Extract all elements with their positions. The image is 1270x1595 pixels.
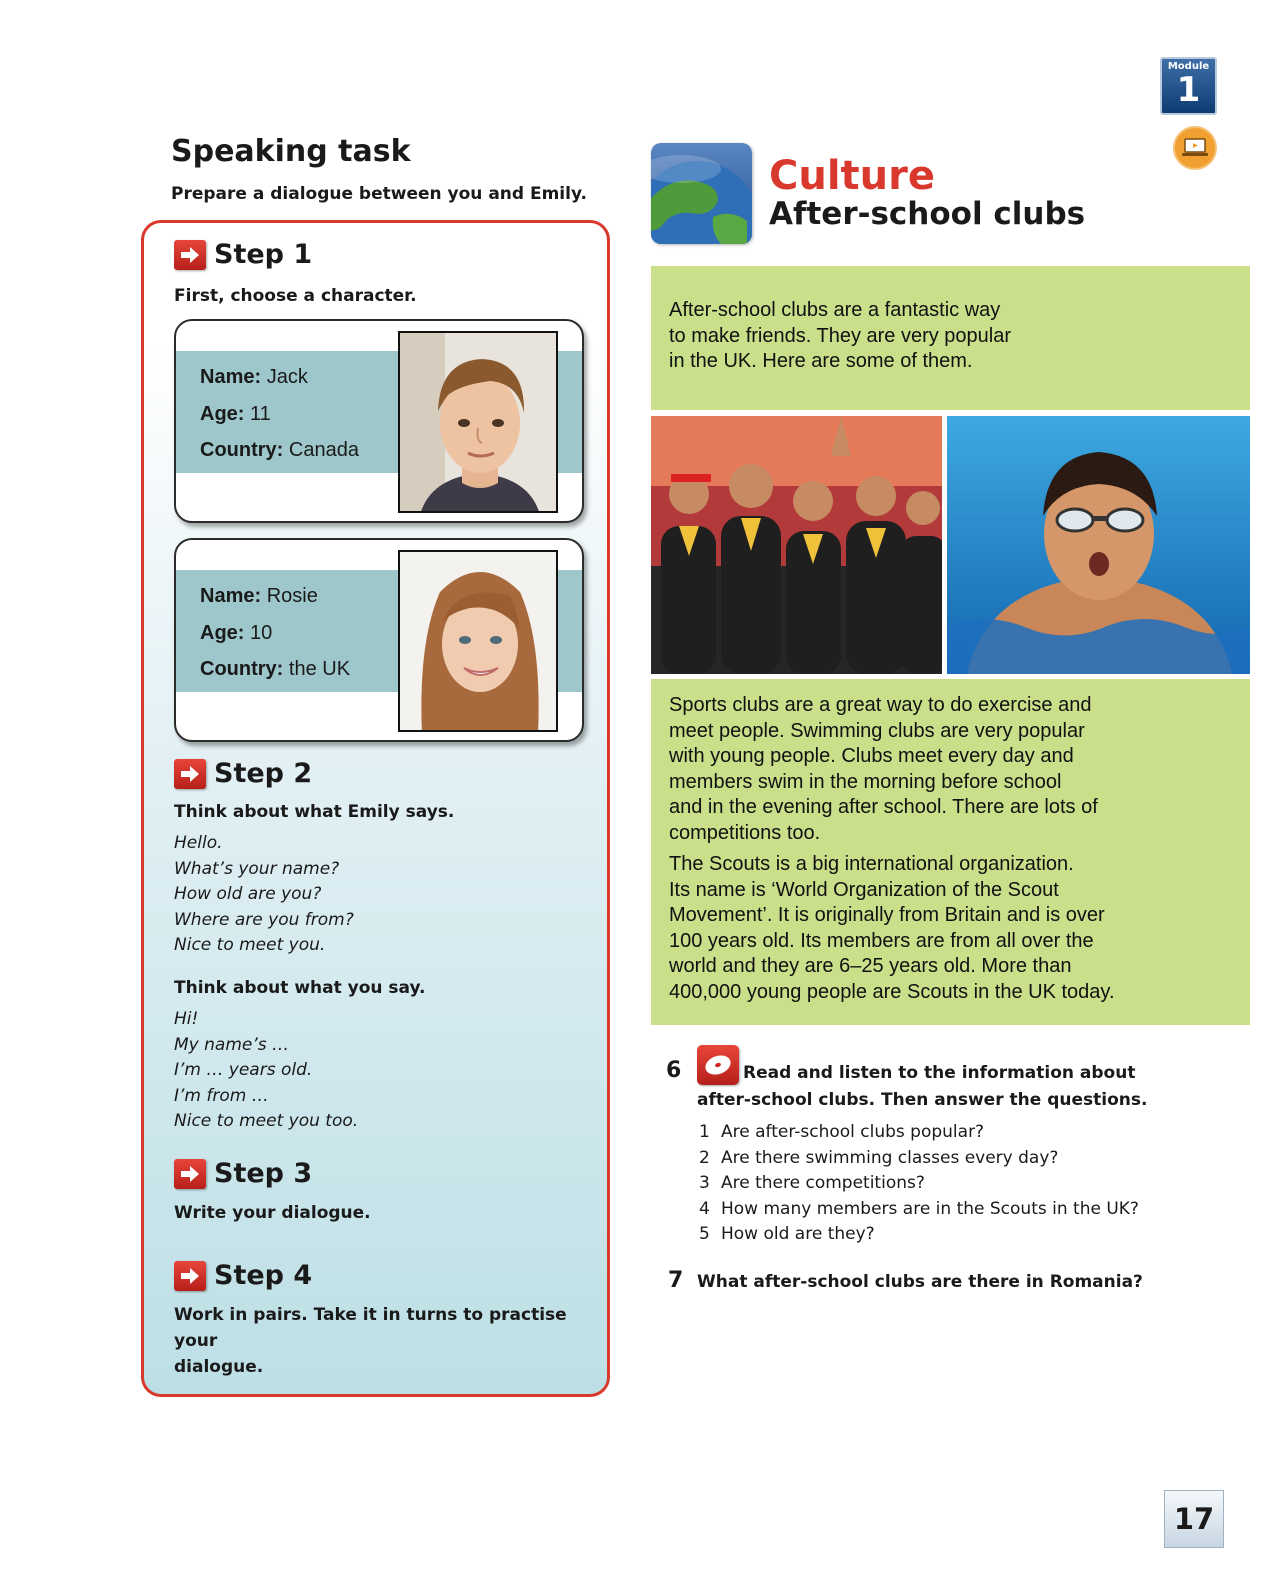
swimmer-photo <box>947 416 1250 674</box>
arrow-right-icon <box>174 1159 206 1189</box>
step-4-title: Step 4 <box>214 1260 313 1291</box>
arrow-right-icon <box>174 240 206 270</box>
question-number: 5 <box>699 1224 710 1244</box>
module-label: Module <box>1167 61 1210 72</box>
step-4-text <box>174 1302 607 1380</box>
character-info <box>200 359 359 469</box>
dialogue-line: Hello. <box>174 833 223 853</box>
speaking-subtitle: Prepare a dialogue between you and Emily. <box>171 184 587 204</box>
exercise-6-number: 6 <box>666 1058 682 1083</box>
age-label: Age: <box>200 621 245 644</box>
para-line: The Scouts is a big international organization. <box>669 853 1074 875</box>
para-line: world and they are 6–25 years old. More than <box>669 955 1072 977</box>
cd-icon[interactable] <box>697 1045 739 1085</box>
para-line: and in the evening after school. There are lots of <box>669 796 1098 818</box>
question-item <box>699 1222 1139 1248</box>
step-3-title: Step 3 <box>214 1158 313 1189</box>
dialogue-line: Where are you from? <box>174 909 354 930</box>
para-line: Its name is ‘World Organization of the Scout <box>669 878 1059 901</box>
step-2-header <box>174 758 312 789</box>
question-text: Are there swimming classes every day? <box>721 1147 1059 1168</box>
question-text: How many members are in the Scouts in the UK? <box>721 1198 1139 1219</box>
age-value: 11 <box>250 402 271 425</box>
age-value: 10 <box>250 621 273 644</box>
para-line: Sports clubs are a great way to do exercise and <box>669 694 1092 716</box>
para-line: members swim in the morning before school <box>669 770 1062 793</box>
para-line: meet people. Swimming clubs are very popular <box>669 719 1085 742</box>
question-item <box>699 1120 1139 1146</box>
step-4-line: dialogue. <box>174 1357 264 1377</box>
intro-line: in the UK. Here are some of them. <box>669 350 973 372</box>
paragraph-scouts <box>669 852 1232 1005</box>
question-text: How old are they? <box>721 1224 875 1244</box>
age-label: Age: <box>200 402 245 425</box>
country-value: the UK <box>288 658 351 680</box>
question-text: Are after-school clubs popular? <box>721 1122 985 1142</box>
step-1-header <box>174 239 312 270</box>
question-number: 2 <box>699 1147 710 1168</box>
module-number: 1 <box>1176 70 1201 110</box>
scouts-photo <box>651 416 942 674</box>
steps-panel <box>141 220 610 1397</box>
exercise-6-line1: Read and listen to the information about <box>743 1063 1136 1083</box>
page-number: 17 <box>1164 1490 1224 1548</box>
step-1-text: First, choose a character. <box>174 286 417 306</box>
character-card-jack[interactable] <box>174 319 584 523</box>
culture-title: Culture <box>769 153 935 199</box>
intro-line: to make friends. They are very popular <box>669 324 1012 347</box>
laptop-icon[interactable] <box>1173 126 1217 170</box>
culture-subtitle: After-school clubs <box>769 196 1086 232</box>
globe-icon <box>651 143 752 244</box>
question-number: 1 <box>699 1122 710 1142</box>
exercise-7-number: 7 <box>668 1268 684 1293</box>
para-line: competitions too. <box>669 821 821 844</box>
question-item <box>699 1146 1139 1172</box>
you-intro: Think about what you say. <box>174 978 426 998</box>
question-number: 3 <box>699 1173 710 1193</box>
name-label: Name: <box>200 366 262 388</box>
step-2-title: Step 2 <box>214 758 313 789</box>
exercise-6-questions <box>699 1120 1139 1248</box>
speaking-title: Speaking task <box>171 134 411 169</box>
dialogue-line: Nice to meet you. <box>174 935 326 955</box>
dialogue-line: Nice to meet you too. <box>174 1111 359 1131</box>
country-value: Canada <box>288 439 359 461</box>
you-lines <box>174 1007 358 1135</box>
name-value: Jack <box>266 366 308 388</box>
rosie-photo <box>398 550 558 732</box>
dialogue-line: My name’s … <box>174 1034 290 1055</box>
intro-line: After-school clubs are a fantastic way <box>669 299 1001 321</box>
country-label: Country: <box>200 439 284 461</box>
step-1-title: Step 1 <box>214 239 313 270</box>
dialogue-line: I’m from … <box>174 1085 269 1106</box>
emily-intro: Think about what Emily says. <box>174 802 455 822</box>
question-item <box>699 1197 1139 1223</box>
arrow-right-icon <box>174 1261 206 1291</box>
question-number: 4 <box>699 1198 710 1219</box>
character-info <box>200 578 350 688</box>
step-4-line: Work in pairs. Take it in turns to practise your <box>174 1305 567 1351</box>
dialogue-line: How old are you? <box>174 884 322 904</box>
country-label: Country: <box>200 658 284 680</box>
step-3-text: Write your dialogue. <box>174 1203 371 1223</box>
dialogue-line: I’m … years old. <box>174 1060 313 1080</box>
para-line: with young people. Clubs meet every day and <box>669 745 1074 767</box>
step-3-header <box>174 1158 312 1189</box>
arrow-right-icon <box>174 759 206 789</box>
dialogue-line: Hi! <box>174 1009 199 1029</box>
intro-panel <box>651 266 1250 410</box>
dialogue-line: What’s your name? <box>174 858 340 879</box>
paragraph-sports <box>669 693 1232 846</box>
para-line: 400,000 young people are Scouts in the UK today. <box>669 980 1115 1003</box>
emily-lines <box>174 831 354 959</box>
question-item <box>699 1171 1139 1197</box>
para-line: Movement’. It is originally from Britain and is over <box>669 904 1105 926</box>
name-label: Name: <box>200 585 262 607</box>
step-4-header <box>174 1260 312 1291</box>
para-line: 100 years old. Its members are from all over the <box>669 929 1094 952</box>
name-value: Rosie <box>266 585 318 607</box>
character-card-rosie[interactable] <box>174 538 584 742</box>
module-badge <box>1160 57 1217 115</box>
exercise-7-text: What after-school clubs are there in Romania? <box>697 1272 1143 1292</box>
jack-photo <box>398 331 558 513</box>
exercise-6-line2: after-school clubs. Then answer the questions. <box>697 1090 1148 1110</box>
info-panel <box>651 679 1250 1025</box>
question-text: Are there competitions? <box>721 1173 925 1193</box>
